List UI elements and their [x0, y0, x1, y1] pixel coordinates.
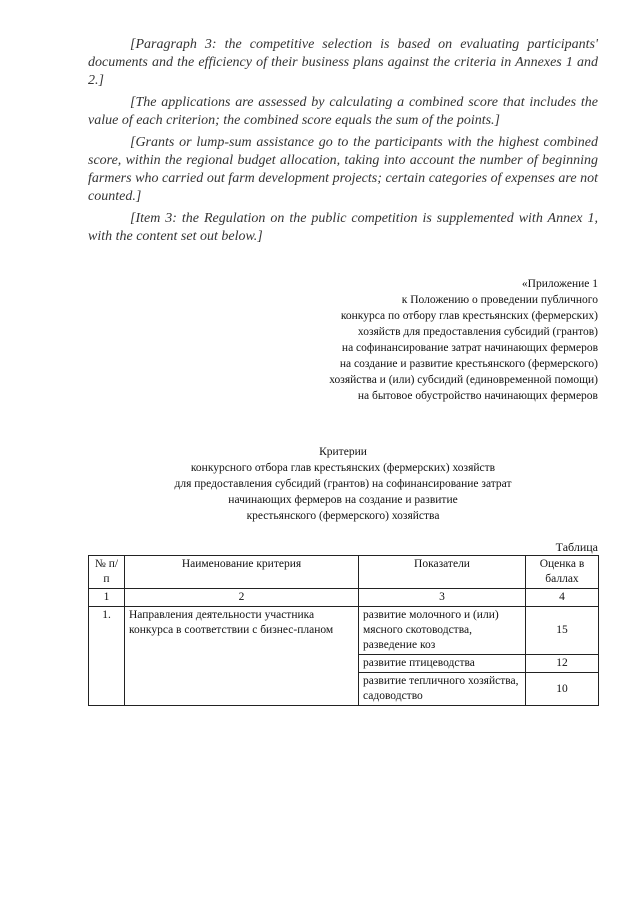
header-cell: Показатели: [359, 556, 526, 589]
annex-line: хозяйств для предоставления субсидий (грантов): [357, 326, 598, 338]
header-cell: Оценка в баллах: [526, 556, 599, 589]
annex-line: на создание и развитие крестьянского (фермерского): [339, 358, 598, 370]
document-page: [88, 36, 598, 706]
column-number-cell: 2: [125, 589, 359, 607]
column-number-cell: 3: [359, 589, 526, 607]
annex-line: «Приложение 1: [521, 278, 598, 290]
header-cell: № п/п: [89, 556, 125, 589]
annex-line: на софинансирование затрат начинающих фермеров: [341, 342, 598, 354]
table-caption: Таблица: [555, 540, 598, 554]
annex-line: конкурса по отбору глав крестьянских (фермерских): [340, 310, 598, 322]
criteria-title-line: Критерии: [319, 446, 367, 458]
column-number-cell: 4: [526, 589, 599, 607]
criteria-title-line: конкурсного отбора глав крестьянских (фермерских) хозяйств: [190, 462, 496, 474]
column-number-cell: 1: [89, 589, 125, 607]
score-cell: 10: [526, 673, 599, 706]
criteria-title-line: крестьянского (фермерского) хозяйства: [246, 510, 440, 522]
indicator-cell: развитие тепличного хозяйства, садоводство: [359, 673, 526, 706]
criterion-cell: Направления деятельности участника конкурса в соответствии с бизнес-планом: [125, 607, 359, 706]
annex-line: на бытовое обустройство начинающих фермеров: [357, 390, 598, 402]
criteria-title: [88, 444, 598, 524]
header-cell: Наименование критерия: [125, 556, 359, 589]
summary-paragraph: [The applications are assessed by calculating a combined score that includes the value of each criterion; the combined score equals the sum of the points.]: [88, 95, 598, 128]
summary-paragraph: [Paragraph 3: the competitive selection is based on evaluating participants' documents and the efficiency of their business plans against the criteria in Annexes 1 and 2.]: [88, 37, 598, 88]
table-header-row: [89, 556, 599, 589]
annex-heading: [268, 276, 598, 404]
indicator-cell: развитие птицеводства: [359, 655, 526, 673]
annex-line: хозяйства и (или) субсидий (единовременной помощи): [329, 374, 598, 386]
criteria-title-line: для предоставления субсидий (грантов) на софинансирование затрат: [174, 478, 512, 490]
score-cell: 15: [526, 607, 599, 655]
annex-line: к Положению о проведении публичного: [401, 294, 598, 306]
score-cell: 12: [526, 655, 599, 673]
column-number-row: [89, 589, 599, 607]
criteria-table: [88, 555, 599, 706]
table-row: [89, 607, 599, 655]
indicator-cell: развитие молочного и (или) мясного скотоводства, разведение коз: [359, 607, 526, 655]
row-number-cell: 1.: [89, 607, 125, 706]
summary-paragraph: [Item 3: the Regulation on the public competition is supplemented with Annex 1, with the content set out below.]: [88, 211, 598, 244]
criteria-title-line: начинающих фермеров на создание и развитие: [228, 494, 458, 506]
summary-paragraph: [Grants or lump-sum assistance go to the participants with the highest combined score, within the regional budget allocation, taking into account the number of beginning farmers who carried out farm development projects; certain categories of expenses are not counted.]: [88, 135, 598, 204]
